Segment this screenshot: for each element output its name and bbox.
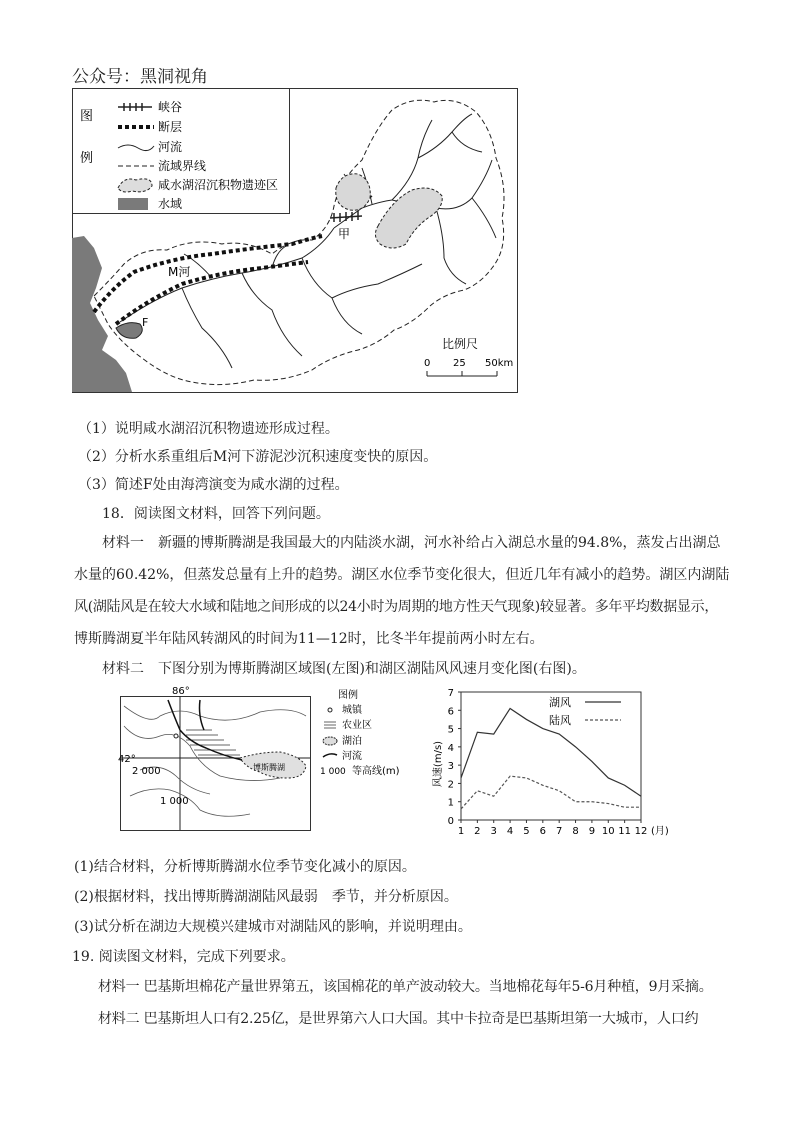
contour-label-2000: 2 000 [132,766,161,777]
river-basin-map [72,88,518,393]
account-header: 公众号：黑洞视角 [72,67,208,87]
x-axis-unit: (月) [651,826,669,837]
x-tick-label: 11 [618,826,632,837]
question-17-1: （1）说明咸水湖沼沉积物遗迹形成过程。 [78,421,339,437]
legend-town-icon [328,708,332,712]
x-tick-label: 3 [490,826,497,837]
x-tick-label: 4 [506,826,514,837]
y-tick-label: 6 [447,706,454,718]
x-tick-label: 10 [601,826,615,837]
q18-material1-line: 风(湖陆风是在较大水域和陆地之间形成的以24小时为周期的地方性天气现象)较显著。多年平均数据显示， [74,599,719,615]
x-tick-label: 12 [634,826,648,837]
y-tick-label: 1 [447,797,454,809]
x-tick-label: 5 [523,826,530,837]
y-tick-label: 2 [447,779,454,791]
legend-item: 流域界线 [158,159,207,173]
map2-legend-item: 湖泊 [342,736,362,747]
question-17-3: （3）简述F处由海湾演变为咸水湖的过程。 [78,477,349,493]
q18-title: 18．阅读图文材料，回答下列问题。 [102,506,330,522]
map2-legend-item: 城镇 [342,705,362,716]
contour-label-1000: 1 000 [160,796,189,807]
map2-legend-item: 等高线(m) [352,766,400,777]
y-tick-label: 7 [447,688,454,699]
legend-title-1: 图 [80,109,94,124]
legend-title-2: 例 [80,151,94,166]
q19-material1: 材料一 巴基斯坦棉花产量世界第五，该国棉花的单产波动较大。当地棉花每年5-6月种植，9月采摘。 [98,979,713,995]
q18-question-1: (1)结合材料，分析博斯腾湖水位季节变化减小的原因。 [74,859,416,875]
label-m-river: M河 [168,265,191,279]
plot-frame [461,692,641,820]
legend-agriculture-icon [324,722,336,728]
x-tick-label: 7 [555,826,563,837]
x-tick-label: 8 [572,826,579,837]
legend-item: 断层 [158,120,183,134]
label-jia: 甲 [338,227,351,241]
legend-item: 峡谷 [158,100,183,114]
q18-material1-line: 博斯腾湖夏半年陆风转湖风的时间为11—12时，比冬半年提前两小时左右。 [74,631,544,647]
x-tick-label: 9 [588,826,596,837]
map2-legend-item: 农业区 [342,720,372,731]
label-f: F [142,316,149,329]
q19-material2: 材料二 巴基斯坦人口有2.25亿，是世界第六人口大国。其中卡拉奇是巴基斯坦第一大城市，人口约 [98,1011,699,1027]
longitude-label: 86° [172,686,190,697]
legend-label: 湖风 [549,696,571,709]
y-axis-label: 风速(m/s) [433,740,444,788]
y-tick-label: 0 [447,816,454,827]
legend-water-symbol [118,198,148,210]
q18-question-2: (2)根据材料，找出博斯腾湖湖陆风最弱 季节，并分析原因。 [74,889,458,905]
legend-item: 河流 [158,140,183,154]
question-17-2: （2）分析水系重组后M河下游泥沙沉积速度变快的原因。 [78,449,438,465]
legend-item: 水域 [158,197,183,211]
legend-contour-sample: 1 000 [320,767,346,777]
lake-label: 博斯腾湖 [253,763,285,772]
q19-title: 19. 阅读图文材料，完成下列要求。 [72,949,295,965]
scale-tick: 0 [424,358,431,369]
scale-title: 比例尺 [442,337,479,351]
q18-material1-line: 材料一 新疆的博斯腾湖是我国最大的内陆淡水湖，河水补给占入湖总水量的94.8%，蒸发占出湖总 [102,535,721,551]
x-tick-label: 1 [457,826,465,837]
map2-legend-title: 图例 [338,690,358,701]
legend-label: 陆风 [549,714,571,727]
scale-tick: 25 [453,358,466,369]
map2-legend-item: 河流 [342,751,362,762]
x-tick-label: 2 [474,826,481,837]
q18-material2: 材料二 下图分别为博斯腾湖区域图(左图)和湖区湖陆风风速月变化图(右图)。 [102,661,586,677]
y-tick-label: 4 [447,742,454,754]
latitude-label: 42° [118,754,136,765]
bosten-lake-map [120,686,420,836]
y-tick-label: 5 [447,724,454,736]
y-tick-label: 3 [447,761,454,773]
legend-river-icon [323,754,337,757]
legend-lake-icon [323,737,337,745]
x-tick-label: 6 [539,826,547,837]
wind-speed-chart [425,684,675,840]
legend-item: 咸水湖沼沉积物遗迹区 [158,178,279,192]
scale-tick: 50km [485,358,514,369]
town-marker [174,734,178,738]
q18-material1-line: 水量的60.42%，但蒸发总量有上升的趋势。湖区水位季节变化很大，但近几年有减小的趋势。湖区内湖陆 [74,567,730,583]
q18-question-3: (3)试分析在湖边大规模兴建城市对湖陆风的影响，并说明理由。 [74,919,472,935]
